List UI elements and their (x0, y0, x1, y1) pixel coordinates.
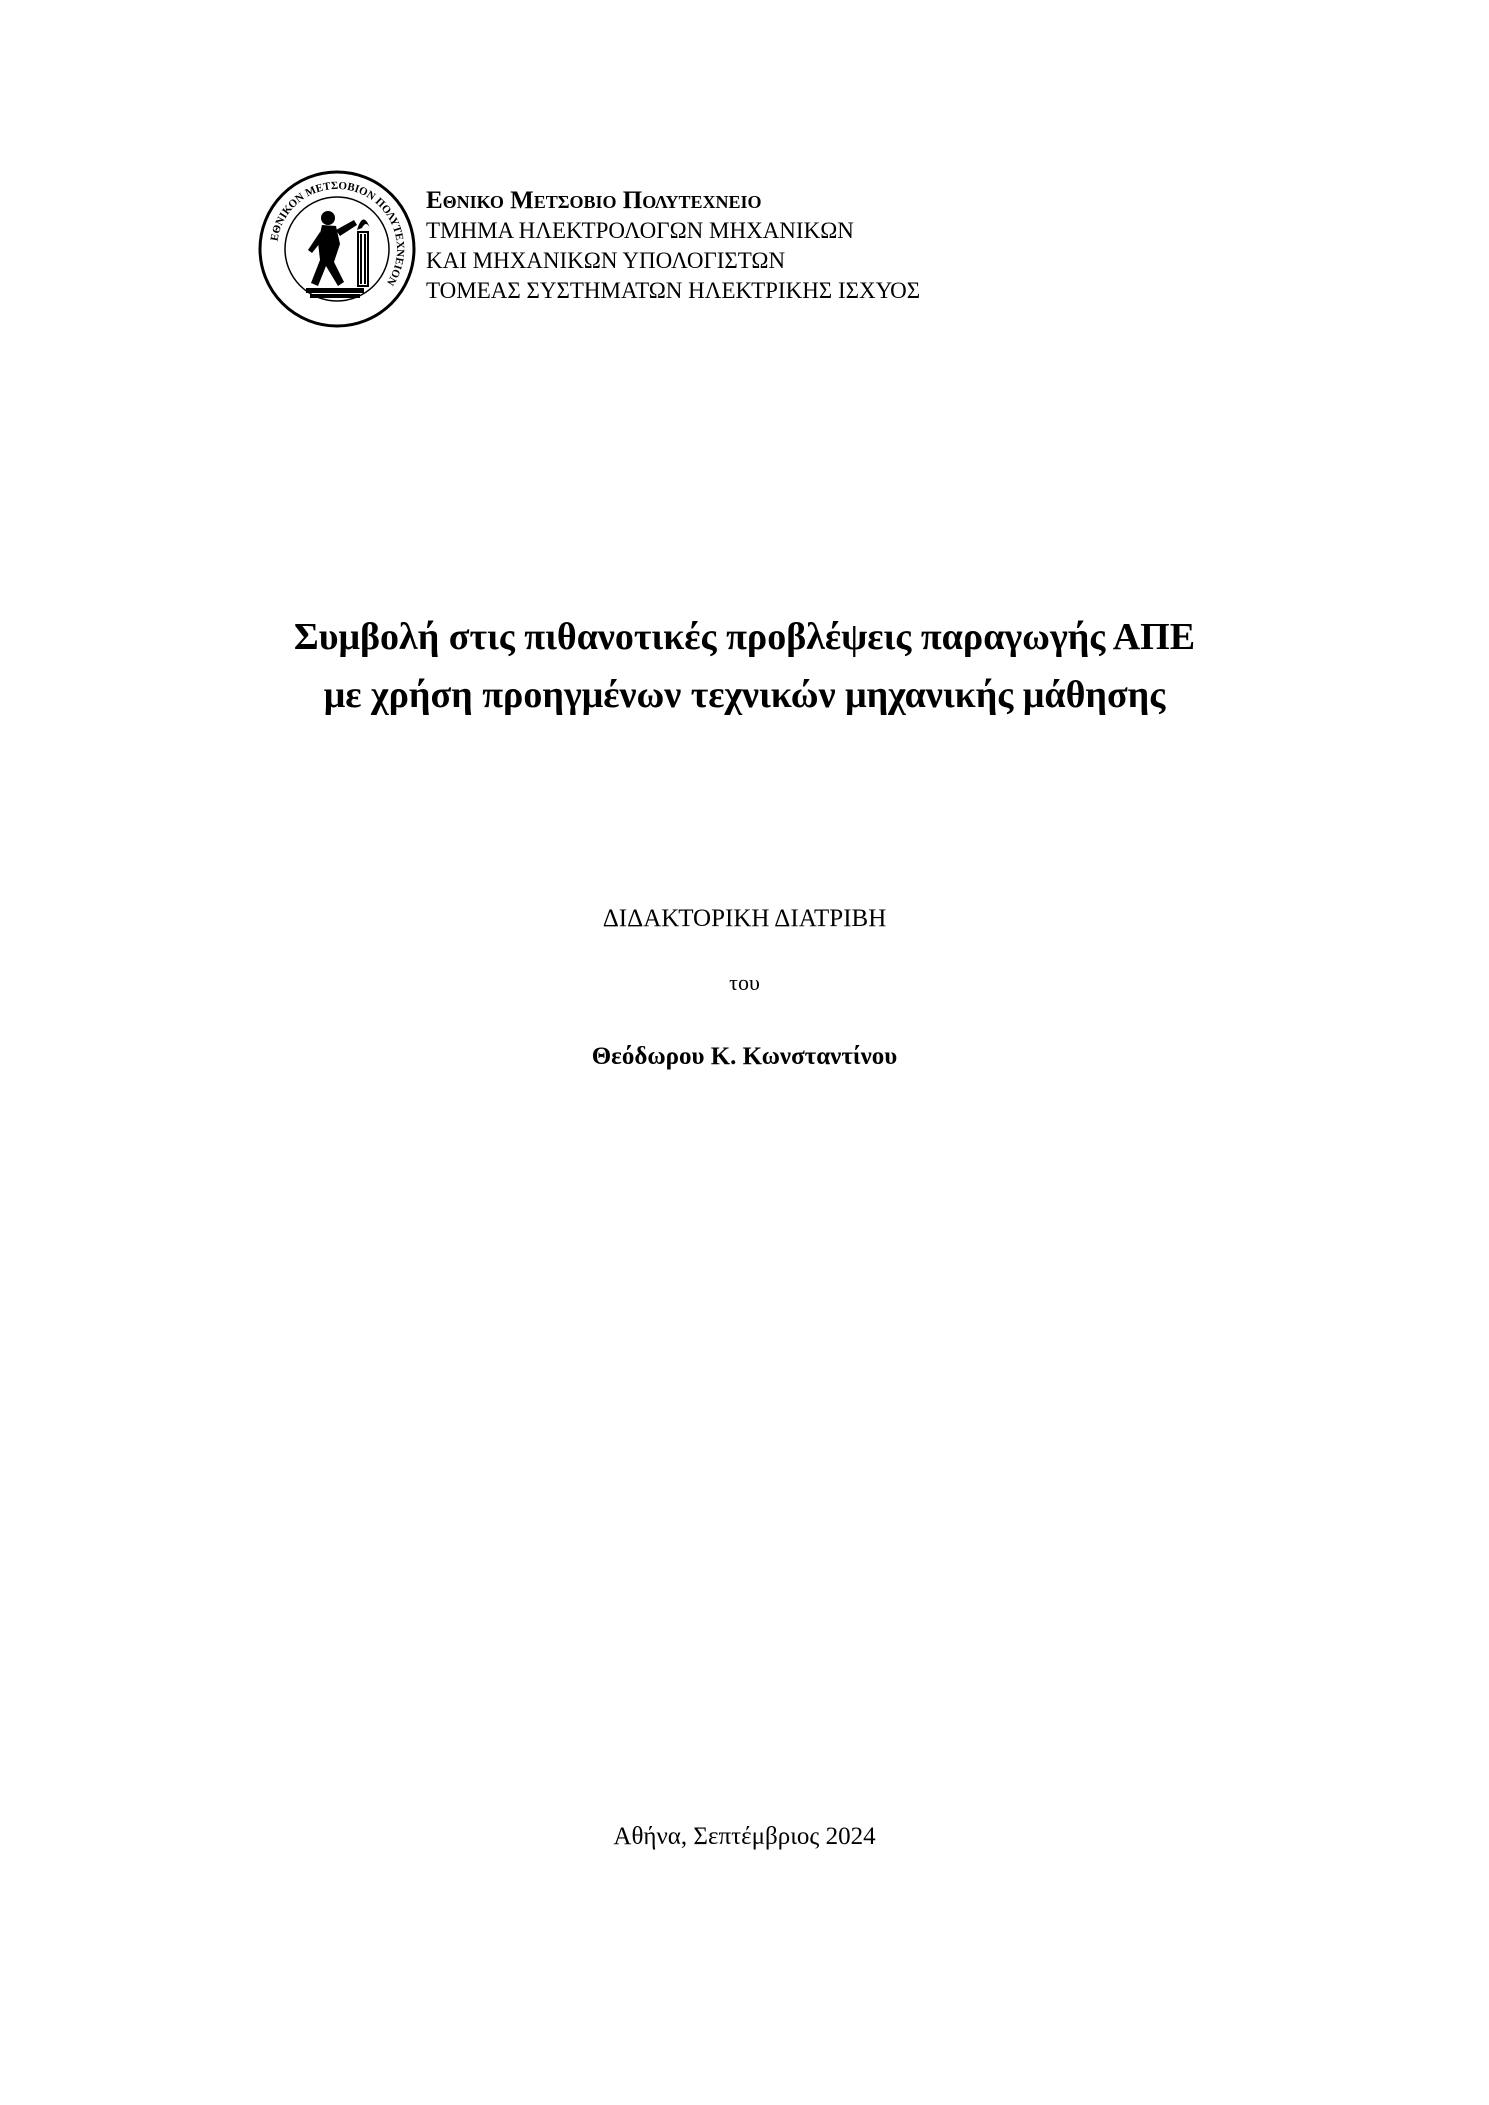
department-line-2: ΚΑΙ ΜΗΧΑΝΙΚΩΝ ΥΠΟΛΟΓΙΣΤΩΝ (426, 248, 786, 273)
department-line-1: ΤΜΗΜΑ ΗΛΕΚΤΡΟΛΟΓΩΝ ΜΗΧΑΝΙΚΩΝ (426, 218, 854, 243)
by-word: του (729, 970, 760, 995)
ntua-seal-icon (258, 170, 416, 328)
seal-text: ΕΘΝΙΚΟΝ ΜΕΤΣΟΒΙΟΝ ΠΟΛΥΤΕΧΝΕΙΟΝ (268, 179, 407, 288)
place-date: Αθήνα, Σεπτέμβριος 2024 (613, 1823, 876, 1850)
institution-header (258, 170, 1018, 330)
division-name: ΤΟΜΕΑΣ ΣΥΣΤΗΜΑΤΩΝ ΗΛΕΚΤΡΙΚΗΣ ΙΣΧΥΟΣ (426, 278, 921, 303)
thesis-title-line-1: Συμβολή στις πιθανοτικές προβλέψεις παραγωγής ΑΠΕ (293, 616, 1196, 658)
thesis-title-line-2: με χρήση προηγμένων τεχνικών μηχανικής μάθησης (323, 674, 1166, 716)
author-name: Θεόδωρου Κ. Κωνσταντίνου (591, 1043, 898, 1070)
school-name: Εθνικο Μετσοβιο Πολυτεχνειο (426, 187, 762, 214)
document-type: ΔΙΔΑΚΤΟΡΙΚΗ ΔΙΑΤΡΙΒΗ (602, 905, 887, 932)
institution-text (426, 186, 920, 306)
thesis-title (0, 608, 1489, 724)
